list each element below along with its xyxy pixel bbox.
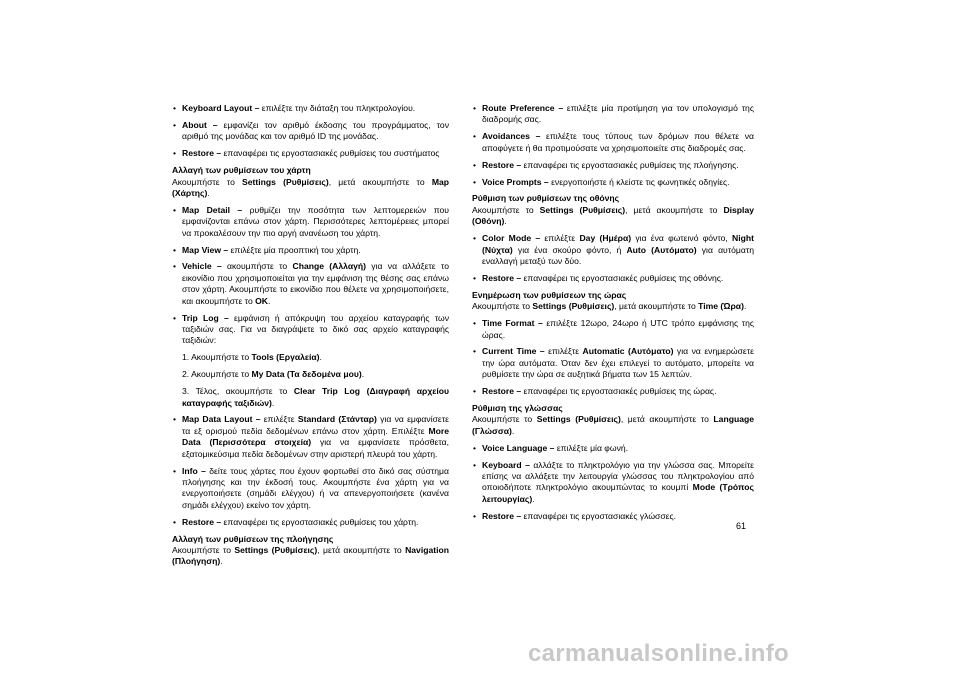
current-time-item: • Current Time – επιλέξτε Automatic (Αυτόματο) για να ενημερώσετε την ώρα αυτόματα. Όταν δεν έχει επιλεγεί το αυτόματο, μπορείτε να ρυθμίσετε την ώρα σε αυξητικά βήματα των 15 λεπτών. [472, 346, 754, 380]
keyboard-item: • Keyboard – αλλάξτε το πληκτρολόγιο για την γλώσσα σας. Μπορείτε επίσης να αλλάξετε την λειτουργία γλώσσας του πληκτρολογίου από οποιοδήποτε πληκτρολόγιο ακουμπώντας το κουμπί Mode (Τρόπος λειτουργίας). [472, 460, 754, 506]
avoidances-item: • Avoidances – επιλέξτε τους τύπους των δρόμων που θέλετε να αποφύγετε ή θα προτιμούσατε να χρησιμοποιείτε στις διαδρομές σας. [472, 131, 754, 154]
restore-system-item: • Restore – επαναφέρει τις εργοστασιακές ρυθμίσεις του συστήματος [172, 148, 449, 159]
watermark: carmanualsonline.info [528, 640, 790, 667]
time-settings-heading: Ενημέρωση των ρυθμίσεων της ώρας [472, 289, 627, 300]
restore-navigation-item: • Restore – επαναφέρει τις εργοστασιακές ρυθμίσεις της πλοήγησης. [472, 160, 754, 171]
language-settings-intro: Ακουμπήστε το Settings (Ρυθμίσεις), μετά ακουμπήστε το Language (Γλώσσα). [472, 414, 755, 436]
navigation-settings-intro: Ακουμπήστε το Settings (Ρυθμίσεις), μετά ακουμπήστε το Navigation (Πλοήγηση). [172, 545, 449, 567]
trip-log-step-1: 1. Ακουμπήστε το Tools (Εργαλεία). [182, 352, 322, 363]
voice-language-item: • Voice Language – επιλέξτε μία φωνή. [472, 443, 754, 454]
keyboard-layout-item: • Keyboard Layout – επιλέξτε την διάταξη του πληκτρολογίου. [172, 103, 449, 114]
map-view-item: • Map View – επιλέξτε μία προοπτική του χάρτη. [172, 245, 449, 256]
trip-log-step-2: 2. Ακουμπήστε το My Data (Τα δεδομένα μου). [182, 369, 365, 380]
info-item: • Info – δείτε τους χάρτες που έχουν φορτωθεί στο δικό σας σύστημα πλοήγησης και την έκδοσή τους. Ακουμπήστε ένα χάρτη για να ενεργοποιήσετε (σημάδι ελέγχου) ή να απενεργοποιήσετε (κανένα σημάδι ελέγχου) εκείνο τον χάρτη. [172, 466, 449, 512]
map-detail-item: • Map Detail – ρυθμίζει την ποσότητα των λεπτομερειών που εμφανίζονται επάνω στον χάρτη. Περισσότερες λεπτομέρειες μπορεί να προκαλέσουν την πιο αργή ανανέωση του χάρτη. [172, 205, 449, 239]
time-settings-intro: Ακουμπήστε το Settings (Ρυθμίσεις), μετά ακουμπήστε το Time (Ώρα). [472, 301, 747, 312]
restore-time-item: • Restore – επαναφέρει τις εργοστασιακές ρυθμίσεις της ώρας. [472, 386, 754, 397]
vehicle-item: • Vehicle – ακουμπήστε το Change (Αλλαγή) για να αλλάξετε το εικονίδιο που χρησιμοποιείται για την εμφάνιση της θέσης σας επάνω στον χάρτη. Ακουμπήστε το εικονίδιο που θέλετε να χρησιμοποιήσετε, και ακουμπήστε το OK. [172, 261, 449, 307]
right-column [472, 103, 754, 528]
trip-log-step-3: 3. Τέλος, ακουμπήστε το Clear Trip Log (Διαγραφή αρχείου καταγραφής ταξιδιών). [182, 386, 449, 408]
trip-log-item: • Trip Log – εμφάνιση ή απόκρυψη του αρχείου καταγραφής των ταξιδιών σας. Για να διαγράψετε το δικό σας αρχείο καταγραφής ταξιδιών: [172, 313, 449, 347]
about-item: • About – εμφανίζει τον αριθμό έκδοσης του προγράμματος, τον αριθμό της μονάδας και τον αριθμό ID της μονάδας. [172, 120, 449, 143]
language-settings-heading: Ρύθμιση της γλώσσας [472, 403, 563, 414]
restore-language-item: • Restore – επαναφέρει τις εργοστασιακές γλώσσες. [472, 511, 754, 522]
color-mode-item: • Color Mode – επιλέξτε Day (Ημέρα) για ένα φωτεινό φόντο, Night (Νύχτα) για ένα σκούρο φόντο, ή Auto (Αυτόματο) για αυτόματη εναλλαγή μεταξύ των δύο. [472, 233, 754, 267]
map-settings-heading: Αλλαγή των ρυθμίσεων του χάρτη [172, 165, 311, 176]
restore-map-item: • Restore – επαναφέρει τις εργοστασιακές ρυθμίσεις του χάρτη. [172, 517, 449, 528]
left-column [172, 103, 449, 573]
map-data-layout-item: • Map Data Layout – επιλέξτε Standard (Στάνταρ) για να εμφανίσετε τα εξ ορισμού πεδία δεδομένων επάνω στον χάρτη. Επιλέξτε More Data (Περισσότερα στοιχεία) για να εμφανίσετε πρόσθετα, εξατομικεύσιμα πεδία δεδομένων στην αριστερή πλευρά του χάρτη. [172, 414, 449, 460]
page-number: 61 [736, 521, 747, 531]
map-settings-intro: Ακουμπήστε το Settings (Ρυθμίσεις), μετά ακουμπήστε το Map (Χάρτης). [172, 176, 449, 198]
display-settings-heading: Ρύθμιση των ρυθμίσεων της οθόνης [472, 193, 620, 204]
restore-display-item: • Restore – επαναφέρει τις εργοστασιακές ρυθμίσεις της οθόνης. [472, 273, 754, 284]
time-format-item: • Time Format – επιλέξτε 12ωρο, 24ωρο ή UTC τρόπο εμφάνισης της ώρας. [472, 318, 754, 341]
navigation-settings-heading: Αλλαγή των ρυθμίσεων της πλοήγησης [172, 533, 334, 544]
voice-prompts-item: • Voice Prompts – ενεργοποιήστε ή κλείστε τις φωνητικές οδηγίες. [472, 177, 754, 188]
route-preference-item: • Route Preference – επιλέξτε μία προτίμηση για τον υπολογισμό της διαδρομής σας. [472, 103, 754, 126]
display-settings-intro: Ακουμπήστε το Settings (Ρυθμίσεις), μετά ακουμπήστε το Display (Οθόνη). [472, 204, 755, 227]
